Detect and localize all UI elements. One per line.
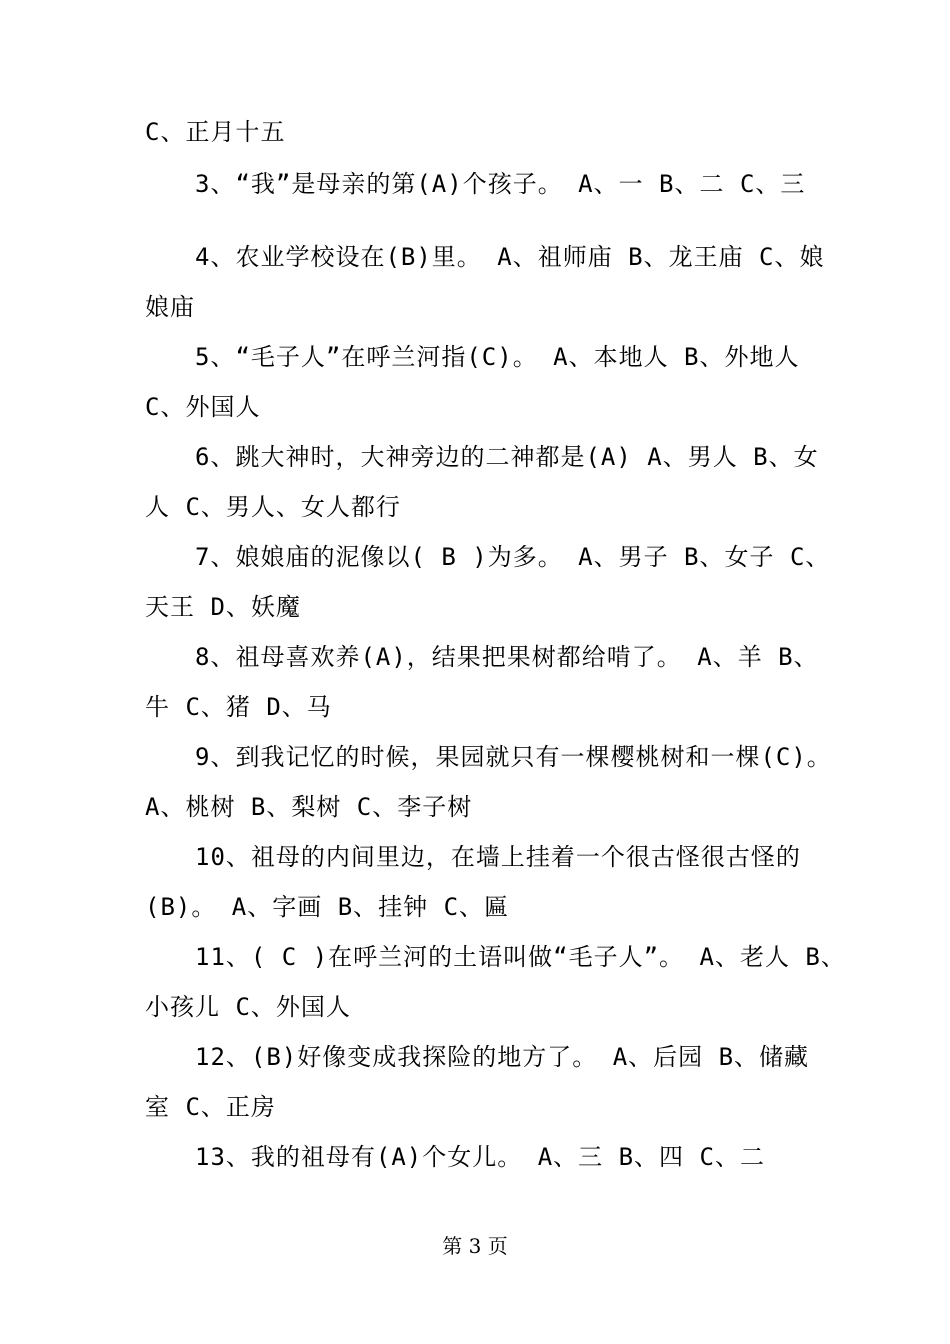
question-5: 5、“毛子人”在呼兰河指(C)。 A、本地人 B、外地人 [195, 343, 800, 371]
question-13: 13、我的祖母有(A)个女儿。 A、三 B、四 C、二 [195, 1143, 765, 1171]
question-7: 7、娘娘庙的泥像以( B )为多。 A、男子 B、女子 C、 [195, 543, 831, 571]
question-8: 8、祖母喜欢养(A)，结果把果树都给啃了。 A、羊 B、 [195, 643, 819, 671]
text-line: 天王 D、妖魔 [145, 593, 301, 621]
question-9: 9、到我记忆的时候，果园就只有一棵樱桃树和一棵(C)。 [195, 743, 832, 771]
text-line: C、外国人 [145, 393, 261, 421]
text-line: (B)。 A、字画 B、挂钟 C、匾 [145, 893, 510, 921]
question-4: 4、农业学校设在(B)里。 A、祖师庙 B、龙王庙 C、娘 [195, 243, 825, 271]
text-line: 牛 C、猪 D、马 [145, 693, 332, 721]
text-line: 人 C、男人、女人都行 [145, 493, 401, 521]
question-3: 3、“我”是母亲的第(A)个孩子。 A、一 B、二 C、三 [195, 170, 806, 198]
text-line: A、桃树 B、梨树 C、李子树 [145, 793, 473, 821]
question-6: 6、跳大神时，大神旁边的二神都是(A) A、男人 B、女 [195, 443, 819, 471]
page-number: 第 3 页 [442, 1234, 508, 1258]
text-line: C、正月十五 [145, 118, 286, 146]
question-12: 12、(B)好像变成我探险的地方了。 A、后园 B、储藏 [195, 1043, 810, 1071]
question-10: 10、祖母的内间里边，在墙上挂着一个很古怪很古怪的 [195, 843, 801, 871]
text-line: 娘庙 [145, 293, 195, 321]
text-line: 室 C、正房 [145, 1093, 276, 1121]
text-line: 小孩儿 C、外国人 [145, 993, 351, 1021]
question-11: 11、( C )在呼兰河的土语叫做“毛子人”。 A、老人 B、 [195, 943, 846, 971]
